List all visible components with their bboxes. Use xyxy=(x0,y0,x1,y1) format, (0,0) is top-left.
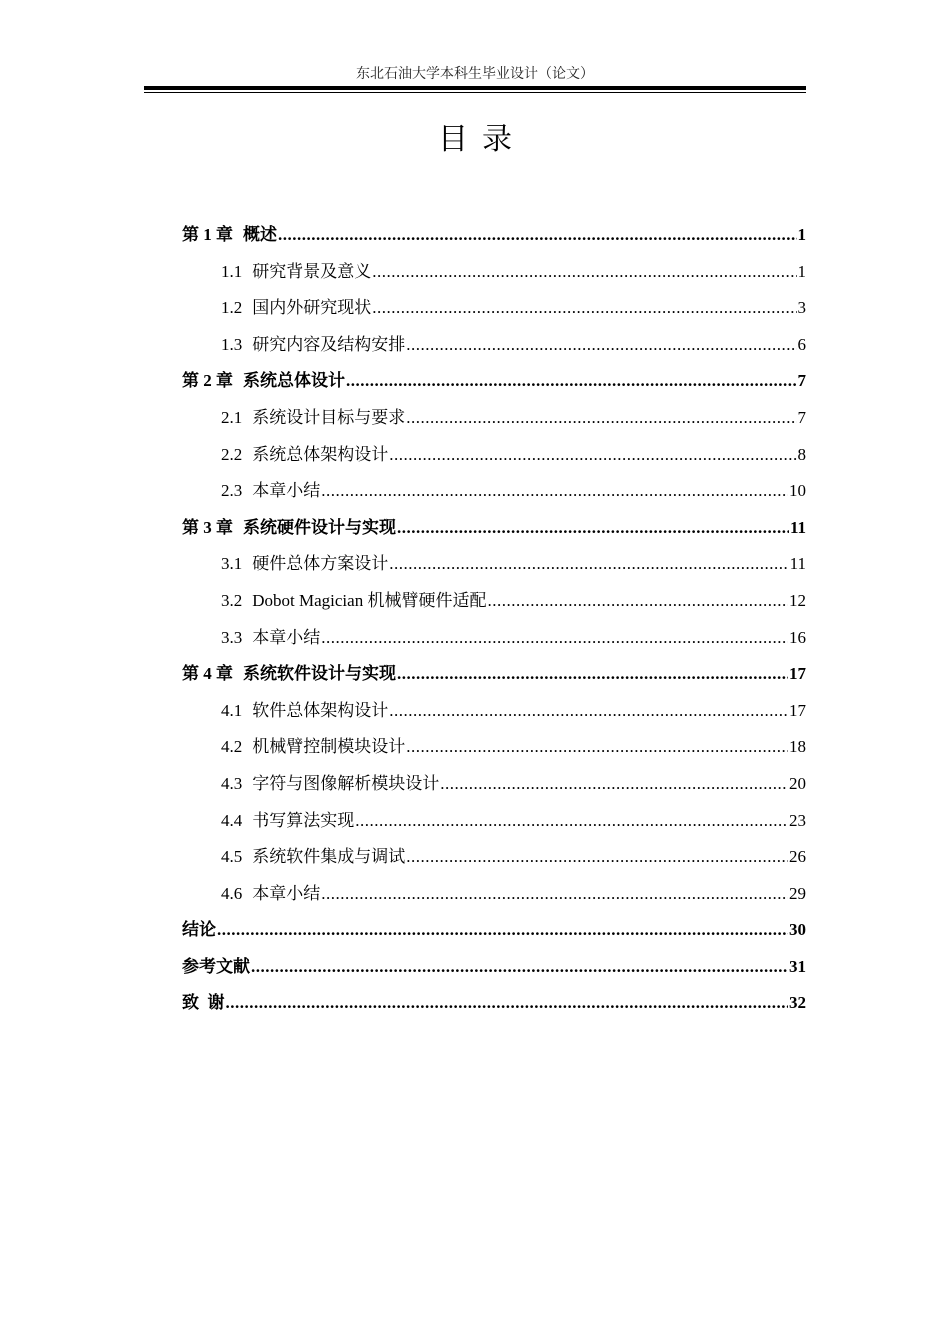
toc-section-entry[interactable] xyxy=(182,803,806,840)
toc-entry-title: 书写算法实现 xyxy=(252,810,355,830)
toc-dot-leader xyxy=(217,912,788,949)
toc-section-entry[interactable] xyxy=(182,839,806,876)
toc-chapter-entry[interactable] xyxy=(182,510,806,547)
toc-page-number: 1 xyxy=(797,261,806,281)
toc-chapter-entry[interactable] xyxy=(182,949,806,986)
toc-dot-leader xyxy=(406,327,796,364)
toc-section-entry[interactable] xyxy=(182,400,806,437)
toc-entry-number: 4.6 xyxy=(221,883,243,903)
toc-entry-number: 4.4 xyxy=(221,810,243,830)
toc-entry-number: 4.5 xyxy=(221,847,243,867)
toc-page-number: 32 xyxy=(789,993,806,1013)
toc-entry-title: Dobot Magician 机械臂硬件适配 xyxy=(252,590,487,610)
toc-entry-title: 本章小结 xyxy=(252,627,321,647)
toc-entry-title: 系统软件设计与实现 xyxy=(243,664,396,684)
toc-section-entry[interactable] xyxy=(182,254,806,291)
header-rule-thick xyxy=(144,86,806,90)
toc-page-number: 1 xyxy=(797,225,806,244)
toc-dot-leader xyxy=(397,510,789,547)
toc-section-entry[interactable] xyxy=(182,729,806,766)
toc-section-entry[interactable] xyxy=(182,693,806,730)
toc-dot-leader xyxy=(397,656,788,693)
toc-dot-leader xyxy=(389,437,796,474)
toc-dot-leader xyxy=(278,217,797,254)
toc-page-number: 12 xyxy=(789,590,806,610)
page-header: 东北石油大学本科生毕业设计（论文） xyxy=(356,67,594,82)
toc-entry-title: 参考文献 xyxy=(182,956,250,976)
toc-entry-number: 1.2 xyxy=(221,298,243,318)
toc-section-entry[interactable] xyxy=(182,583,806,620)
toc-page-number: 23 xyxy=(789,810,806,830)
toc-dot-leader xyxy=(389,693,788,730)
toc-dot-leader xyxy=(372,290,796,327)
toc-page-number: 26 xyxy=(789,847,806,867)
toc-title: 目录 xyxy=(438,122,526,157)
toc-dot-leader xyxy=(251,949,788,986)
toc-dot-leader xyxy=(406,400,796,437)
toc-section-entry[interactable] xyxy=(182,546,806,583)
toc-entry-title: 系统设计目标与要求 xyxy=(252,407,406,427)
toc-dot-leader xyxy=(321,473,788,510)
toc-dot-leader xyxy=(346,363,797,400)
toc-page-number: 31 xyxy=(789,956,806,976)
toc-entry-number: 3.1 xyxy=(221,554,243,574)
toc-page-number: 17 xyxy=(789,700,806,720)
toc-chapter-entry[interactable] xyxy=(182,363,806,400)
toc-page-number: 17 xyxy=(789,664,806,684)
toc-page-number: 8 xyxy=(797,444,806,464)
toc-dot-leader xyxy=(406,839,788,876)
toc-entry-number: 4.2 xyxy=(221,737,243,757)
toc-page-number: 7 xyxy=(797,371,806,391)
toc-entry-title: 系统软件集成与调试 xyxy=(252,847,406,867)
toc-section-entry[interactable] xyxy=(182,473,806,510)
toc-entry-title: 系统总体架构设计 xyxy=(252,444,389,464)
toc-entry-title: 结论 xyxy=(182,920,216,940)
toc-page-number: 11 xyxy=(789,554,806,574)
toc-entry-title: 系统硬件设计与实现 xyxy=(243,517,396,537)
toc-entry-number: 4.1 xyxy=(221,700,243,720)
toc-section-entry[interactable] xyxy=(182,766,806,803)
toc-chapter-entry[interactable] xyxy=(182,656,806,693)
toc-entry-number: 1.1 xyxy=(221,261,243,281)
toc-section-entry[interactable] xyxy=(182,876,806,913)
header-rule-thin xyxy=(144,92,806,93)
toc-entry-number: 2.1 xyxy=(221,407,243,427)
toc-page-number: 20 xyxy=(789,773,806,793)
toc-page-number: 3 xyxy=(797,298,806,318)
toc-entry-number: 第 2 章 xyxy=(182,371,233,391)
toc-entry-title: 国内外研究现状 xyxy=(252,298,372,318)
toc-entry-title: 机械臂控制模块设计 xyxy=(252,737,406,757)
toc-dot-leader xyxy=(487,583,788,620)
toc-entry-title: 致 谢 xyxy=(182,993,225,1013)
toc-entry-title: 软件总体架构设计 xyxy=(252,700,389,720)
toc-page-number: 29 xyxy=(789,883,806,903)
toc-section-entry[interactable] xyxy=(182,327,806,364)
toc-page-number: 30 xyxy=(789,920,806,940)
toc-dot-leader xyxy=(321,620,788,657)
toc-entry-number: 3.2 xyxy=(221,590,243,610)
toc-chapter-entry[interactable] xyxy=(182,912,806,949)
toc-page-number: 7 xyxy=(797,407,806,427)
toc-section-entry[interactable] xyxy=(182,290,806,327)
toc-page-number: 16 xyxy=(789,627,806,647)
toc-chapter-entry[interactable] xyxy=(182,217,806,254)
toc-dot-leader xyxy=(406,729,788,766)
toc-dot-leader xyxy=(372,254,796,291)
toc-section-entry[interactable] xyxy=(182,620,806,657)
toc-dot-leader xyxy=(355,803,788,840)
toc-chapter-entry[interactable] xyxy=(182,985,806,1022)
toc-entry-title: 本章小结 xyxy=(252,481,321,501)
toc-entry-title: 概述 xyxy=(243,225,277,244)
toc-dot-leader xyxy=(440,766,788,803)
toc-entry-title: 系统总体设计 xyxy=(243,371,345,391)
toc-entry-title: 字符与图像解析模块设计 xyxy=(252,773,440,793)
toc-entry-number: 3.3 xyxy=(221,627,243,647)
toc-entry-number: 2.3 xyxy=(221,481,243,501)
toc-page-number: 11 xyxy=(789,517,806,537)
toc-entry-title: 本章小结 xyxy=(252,883,321,903)
toc-entry-number: 第 3 章 xyxy=(182,517,233,537)
table-of-contents xyxy=(182,217,806,1022)
toc-section-entry[interactable] xyxy=(182,437,806,474)
toc-entry-title: 研究背景及意义 xyxy=(252,261,372,281)
toc-page-number: 6 xyxy=(797,334,806,354)
toc-dot-leader xyxy=(226,985,789,1022)
toc-entry-number: 第 1 章 xyxy=(182,225,233,244)
toc-entry-number: 1.3 xyxy=(221,334,243,354)
toc-entry-title: 研究内容及结构安排 xyxy=(252,334,406,354)
toc-page-number: 10 xyxy=(789,481,806,501)
toc-dot-leader xyxy=(321,876,788,913)
toc-entry-number: 2.2 xyxy=(221,444,243,464)
toc-page-number: 18 xyxy=(789,737,806,757)
toc-entry-number: 第 4 章 xyxy=(182,664,233,684)
toc-entry-number: 4.3 xyxy=(221,773,243,793)
toc-entry-title: 硬件总体方案设计 xyxy=(252,554,389,574)
toc-dot-leader xyxy=(389,546,788,583)
